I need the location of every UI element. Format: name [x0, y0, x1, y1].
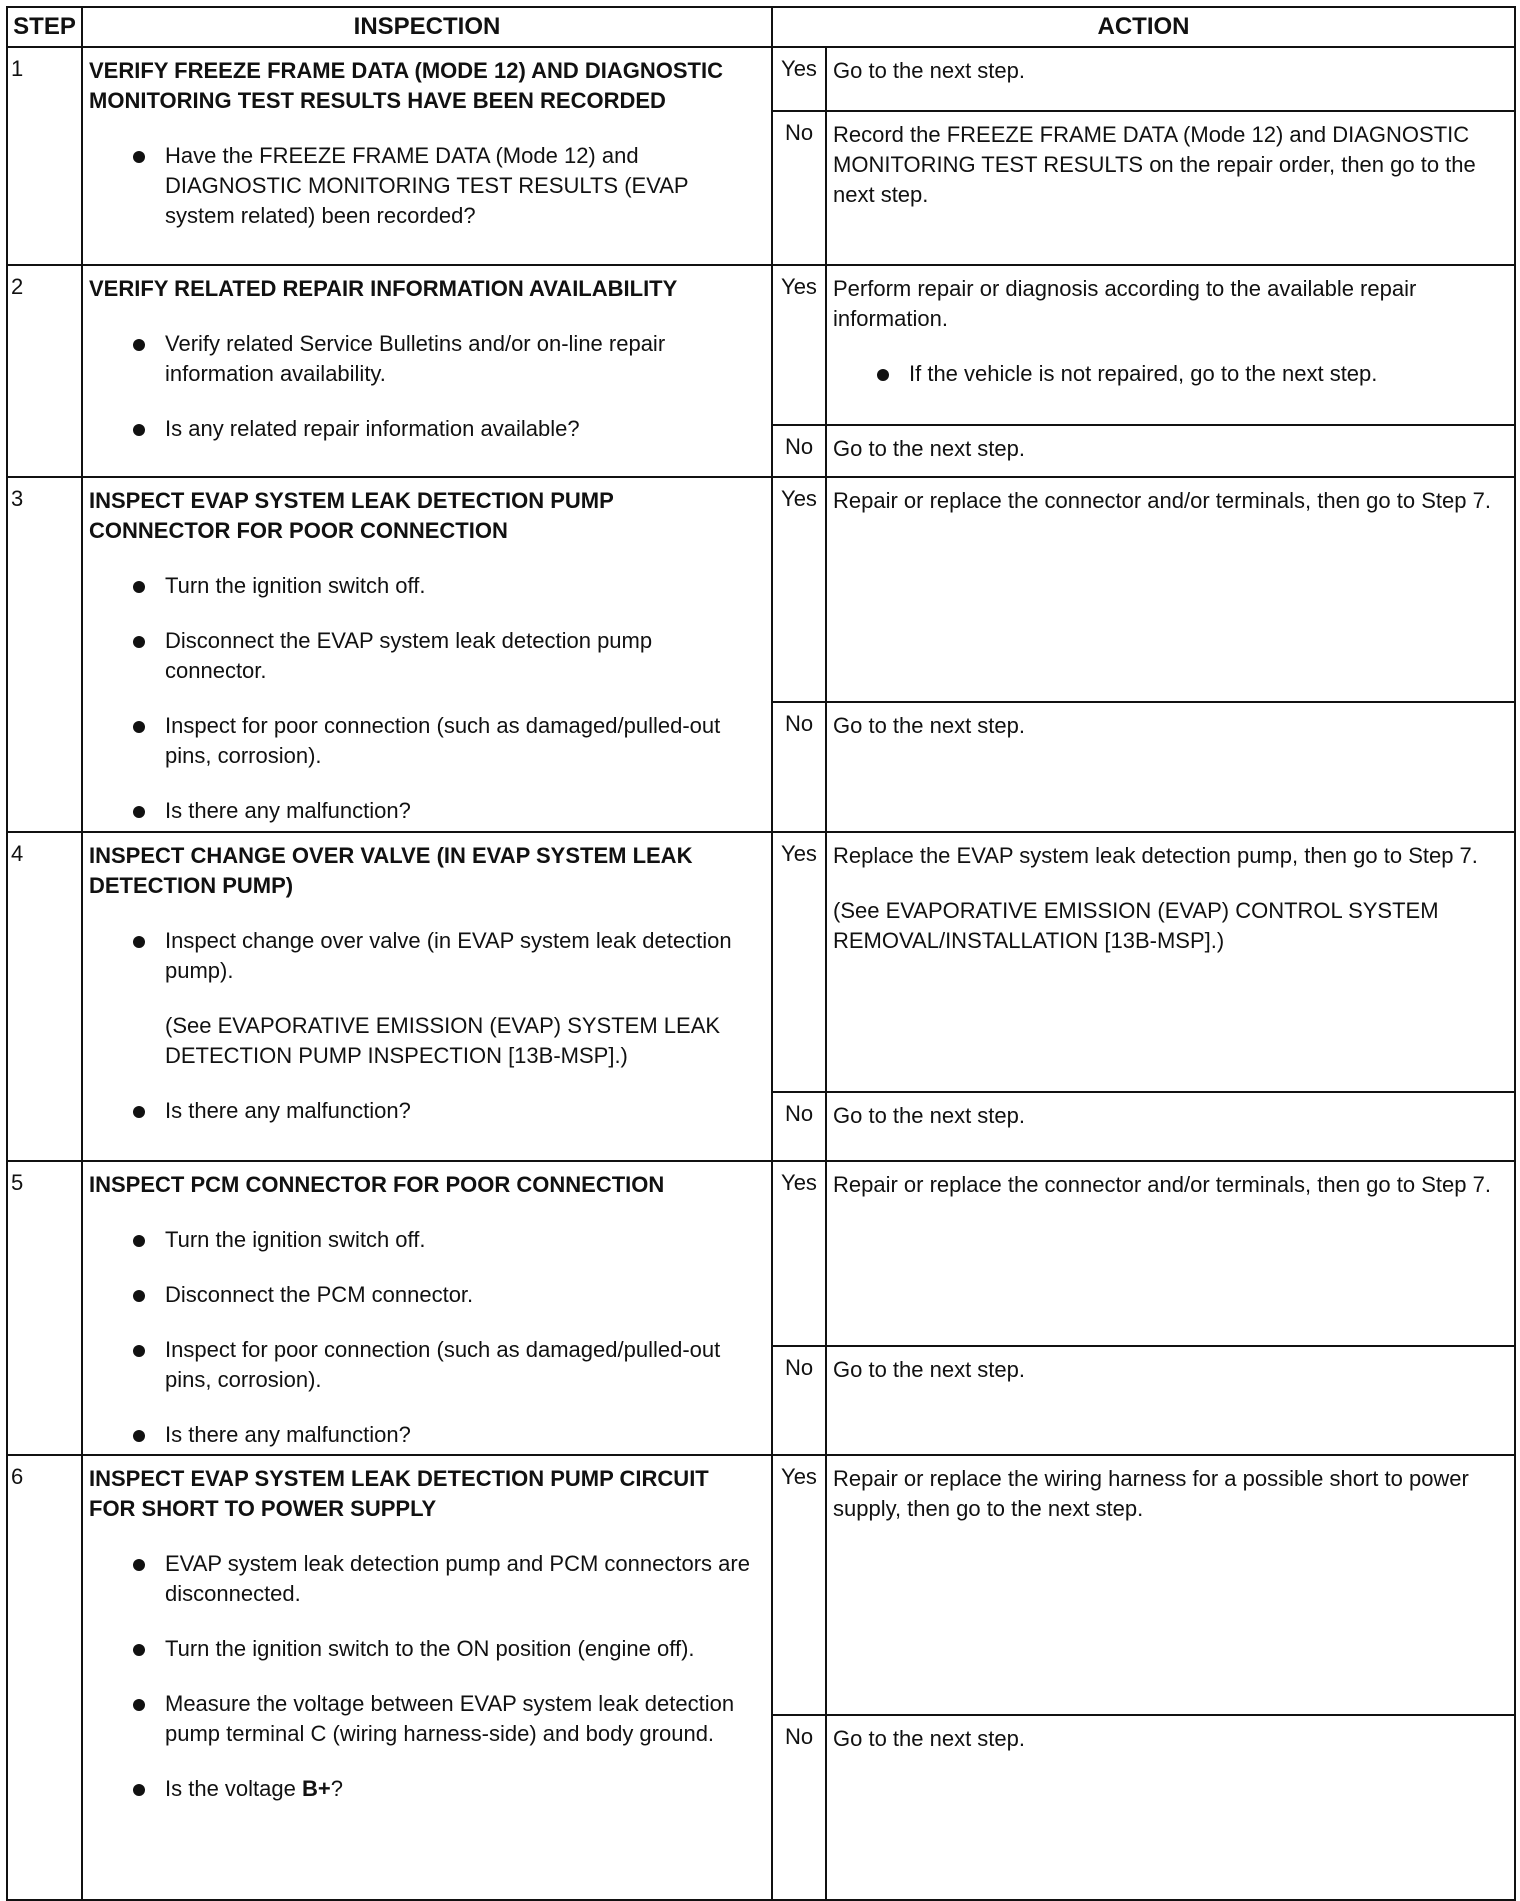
- yes-action-cell: [826, 832, 1515, 1092]
- step-2-inspection: [82, 265, 772, 477]
- reference-note: (See EVAPORATIVE EMISSION (EVAP) CONTROL SYSTEM REMOVAL/INSTALLATION [13B-MSP].): [833, 898, 1439, 953]
- step-1-yes-row: [7, 47, 1515, 111]
- step-4-inspection: [82, 832, 772, 1161]
- yes-label: Yes: [772, 1161, 826, 1346]
- step-number: 5: [7, 1161, 82, 1455]
- no-action: Go to the next step.: [826, 1715, 1515, 1900]
- step-3-yes-row: [7, 477, 1515, 702]
- inspection-bullet: EVAP system leak detection pump and PCM connectors are disconnected.: [89, 1549, 759, 1609]
- no-label: No: [772, 111, 826, 265]
- no-action: Record the FREEZE FRAME DATA (Mode 12) and DIAGNOSTIC MONITORING TEST RESULTS on the repair order, then go to the next step.: [826, 111, 1515, 265]
- yes-action: Perform repair or diagnosis according to the available repair information.: [833, 276, 1417, 331]
- no-label: No: [772, 702, 826, 832]
- inspection-bullet: Disconnect the PCM connector.: [89, 1280, 759, 1310]
- step-number: 4: [7, 832, 82, 1161]
- voltage-value: B+: [301, 1776, 331, 1801]
- diagnostic-procedure-table: [6, 6, 1516, 1901]
- header-action: ACTION: [772, 7, 1515, 47]
- no-label: No: [772, 1346, 826, 1455]
- inspection-bullet: Verify related Service Bulletins and/or on-line repair information availability.: [89, 329, 759, 389]
- inspection-bullet: Is any related repair information available?: [89, 414, 759, 444]
- yes-action: Repair or replace the connector and/or terminals, then go to Step 7.: [826, 477, 1515, 702]
- header-step: STEP: [7, 7, 82, 47]
- no-action: Go to the next step.: [826, 702, 1515, 832]
- bullet-text-end: ?: [330, 1776, 343, 1801]
- step-5-inspection: [82, 1161, 772, 1455]
- no-action: Go to the next step.: [826, 1092, 1515, 1161]
- no-label: No: [772, 1092, 826, 1161]
- step-4-yes-row: [7, 832, 1515, 1092]
- step-2-yes-row: [7, 265, 1515, 425]
- yes-action: Go to the next step.: [826, 47, 1515, 111]
- bullet-text: Is the voltage: [165, 1776, 302, 1801]
- step-title: VERIFY RELATED REPAIR INFORMATION AVAILABILITY: [89, 276, 678, 301]
- inspection-bullet: Is there any malfunction?: [89, 796, 759, 826]
- inspection-bullet: Disconnect the EVAP system leak detection pump connector.: [89, 626, 759, 686]
- inspection-bullet: Inspect change over valve (in EVAP system leak detection pump).: [89, 926, 759, 986]
- yes-label: Yes: [772, 265, 826, 425]
- step-6-yes-row: [7, 1455, 1515, 1715]
- step-title: INSPECT EVAP SYSTEM LEAK DETECTION PUMP CIRCUIT FOR SHORT TO POWER SUPPLY: [89, 1466, 709, 1521]
- no-action: Go to the next step.: [826, 1346, 1515, 1455]
- step-1-inspection: [82, 47, 772, 265]
- inspection-bullet: Inspect for poor connection (such as damaged/pulled-out pins, corrosion).: [89, 1335, 759, 1395]
- step-3-inspection: [82, 477, 772, 832]
- step-title: INSPECT EVAP SYSTEM LEAK DETECTION PUMP CONNECTOR FOR POOR CONNECTION: [89, 488, 614, 543]
- action-bullet: If the vehicle is not repaired, go to the next step.: [833, 359, 1504, 389]
- yes-label: Yes: [772, 47, 826, 111]
- yes-label: Yes: [772, 477, 826, 702]
- inspection-bullet: Turn the ignition switch off.: [89, 1225, 759, 1255]
- yes-action-cell: [826, 265, 1515, 425]
- yes-label: Yes: [772, 1455, 826, 1715]
- reference-note: (See EVAPORATIVE EMISSION (EVAP) SYSTEM LEAK DETECTION PUMP INSPECTION [13B-MSP].): [165, 1013, 721, 1068]
- yes-action: Repair or replace the wiring harness for a possible short to power supply, then go to the next step.: [826, 1455, 1515, 1715]
- no-label: No: [772, 425, 826, 477]
- inspection-bullet: Turn the ignition switch to the ON position (engine off).: [89, 1634, 759, 1664]
- inspection-bullet-voltage: [89, 1774, 759, 1804]
- inspection-bullet: Is there any malfunction?: [89, 1420, 759, 1450]
- inspection-bullet: Is there any malfunction?: [89, 1096, 759, 1126]
- inspection-bullet: Measure the voltage between EVAP system leak detection pump terminal C (wiring harness-side) and body ground.: [89, 1689, 759, 1749]
- yes-label: Yes: [772, 832, 826, 1092]
- yes-action: Repair or replace the connector and/or terminals, then go to Step 7.: [826, 1161, 1515, 1346]
- no-label: No: [772, 1715, 826, 1900]
- header-inspection: INSPECTION: [82, 7, 772, 47]
- step-number: 6: [7, 1455, 82, 1900]
- step-5-yes-row: [7, 1161, 1515, 1346]
- inspection-table-page: [6, 6, 1514, 1863]
- step-6-inspection: [82, 1455, 772, 1900]
- step-title: INSPECT PCM CONNECTOR FOR POOR CONNECTION: [89, 1172, 665, 1197]
- step-number: 2: [7, 265, 82, 477]
- inspection-bullet: Have the FREEZE FRAME DATA (Mode 12) and DIAGNOSTIC MONITORING TEST RESULTS (EVAP system related) been recorded?: [89, 141, 759, 231]
- inspection-bullet: Inspect for poor connection (such as damaged/pulled-out pins, corrosion).: [89, 711, 759, 771]
- step-title: VERIFY FREEZE FRAME DATA (MODE 12) AND DIAGNOSTIC MONITORING TEST RESULTS HAVE BEEN RECORDED: [89, 58, 723, 113]
- no-action: Go to the next step.: [826, 425, 1515, 477]
- yes-action: Replace the EVAP system leak detection pump, then go to Step 7.: [833, 843, 1478, 868]
- step-number: 1: [7, 47, 82, 265]
- table-header-row: [7, 7, 1515, 47]
- step-title: INSPECT CHANGE OVER VALVE (IN EVAP SYSTEM LEAK DETECTION PUMP): [89, 843, 693, 898]
- inspection-bullet: Turn the ignition switch off.: [89, 571, 759, 601]
- step-number: 3: [7, 477, 82, 832]
